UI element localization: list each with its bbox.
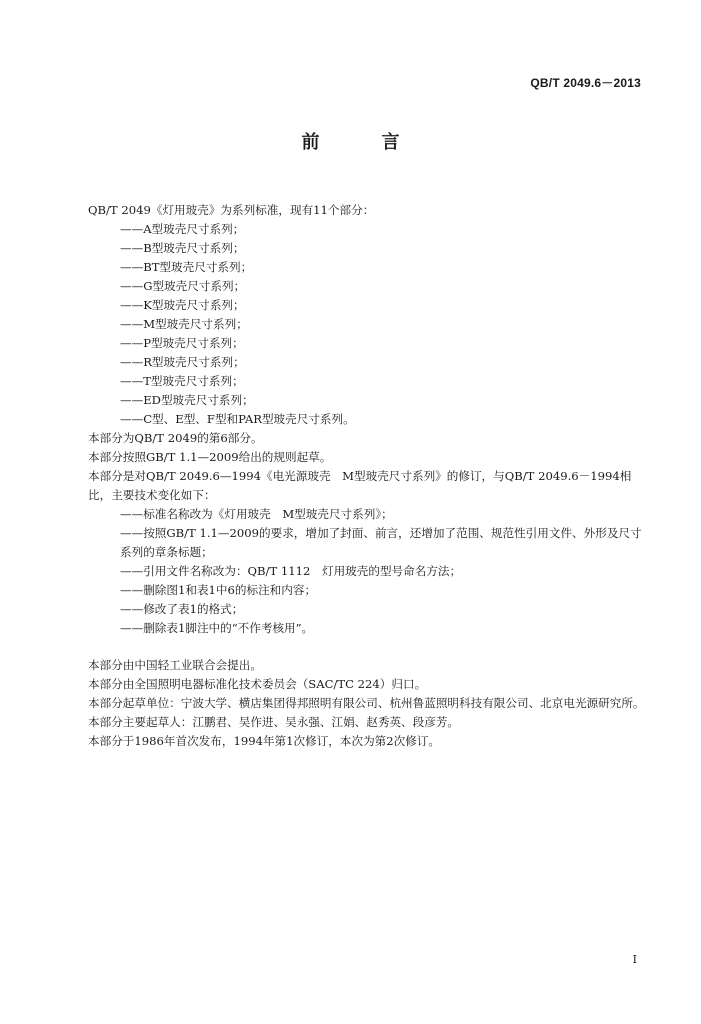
change-item: ——修改了表1的格式； (120, 602, 244, 616)
change-item: ——按照GB/T 1.1—2009的要求，增加了封面、前言，还增加了范围、规范性引用文件、外形及尺寸系列的章条标题； (120, 526, 642, 559)
closing-line: 本部分由全国照明电器标准化技术委员会（SAC/TC 224）归口。 (88, 677, 427, 691)
part-item: ——A型玻壳尺寸系列； (120, 222, 245, 236)
statement-line: 本部分按照GB/T 1.1—2009给出的规则起草。 (88, 450, 332, 464)
part-item: ——M型玻壳尺寸系列； (120, 317, 248, 331)
page-title: 前 言 (301, 132, 422, 153)
part-item: ——P型玻壳尺寸系列； (120, 336, 244, 350)
part-item: ——ED型玻壳尺寸系列； (120, 393, 254, 407)
change-item: ——删除图1和表1中6的标注和内容； (120, 583, 317, 597)
part-item: ——BT型玻壳尺寸系列； (120, 260, 253, 274)
part-item: ——K型玻壳尺寸系列； (120, 298, 245, 312)
closing-line: 本部分起草单位：宁波大学、横店集团得邦照明有限公司、杭州鲁蓝照明科技有限公司、北京电光源研究所。 (88, 696, 645, 710)
closing-line: 本部分主要起草人：江鹏君、吴作进、吴永强、江娟、赵秀英、段彦芳。 (88, 715, 460, 729)
standard-code-header: QB/T 2049.6－2013 (530, 76, 641, 90)
part-item: ——R型玻壳尺寸系列； (120, 355, 245, 369)
foreword-body (88, 201, 648, 751)
part-item: ——T型玻壳尺寸系列； (120, 374, 244, 388)
statement-line: 本部分为QB/T 2049的第6部分。 (88, 431, 263, 445)
closing-line: 本部分于1986年首次发布，1994年第1次修订，本次为第2次修订。 (88, 734, 441, 748)
part-item: ——G型玻壳尺寸系列； (120, 279, 246, 293)
part-item: ——B型玻壳尺寸系列； (120, 241, 245, 255)
change-item: ——标准名称改为《灯用玻壳 M型玻壳尺寸系列》； (120, 507, 393, 521)
page-number: I (632, 953, 637, 966)
part-item: ——C型、E型、F型和PAR型玻壳尺寸系列。 (120, 412, 355, 426)
revision-intro: 本部分是对QB/T 2049.6—1994《电光源玻壳 M型玻壳尺寸系列》的修订，与QB/T 2049.6－1994相比，主要技术变化如下： (88, 469, 632, 502)
change-item: ——引用文件名称改为：QB/T 1112 灯用玻壳的型号命名方法； (120, 564, 462, 578)
section-spacer (88, 638, 648, 656)
intro-line: QB/T 2049《灯用玻壳》为系列标准，现有11个部分： (88, 203, 375, 217)
change-item: ——删除表1脚注中的“不作考核用”。 (120, 621, 314, 635)
closing-line: 本部分由中国轻工业联合会提出。 (88, 658, 262, 672)
